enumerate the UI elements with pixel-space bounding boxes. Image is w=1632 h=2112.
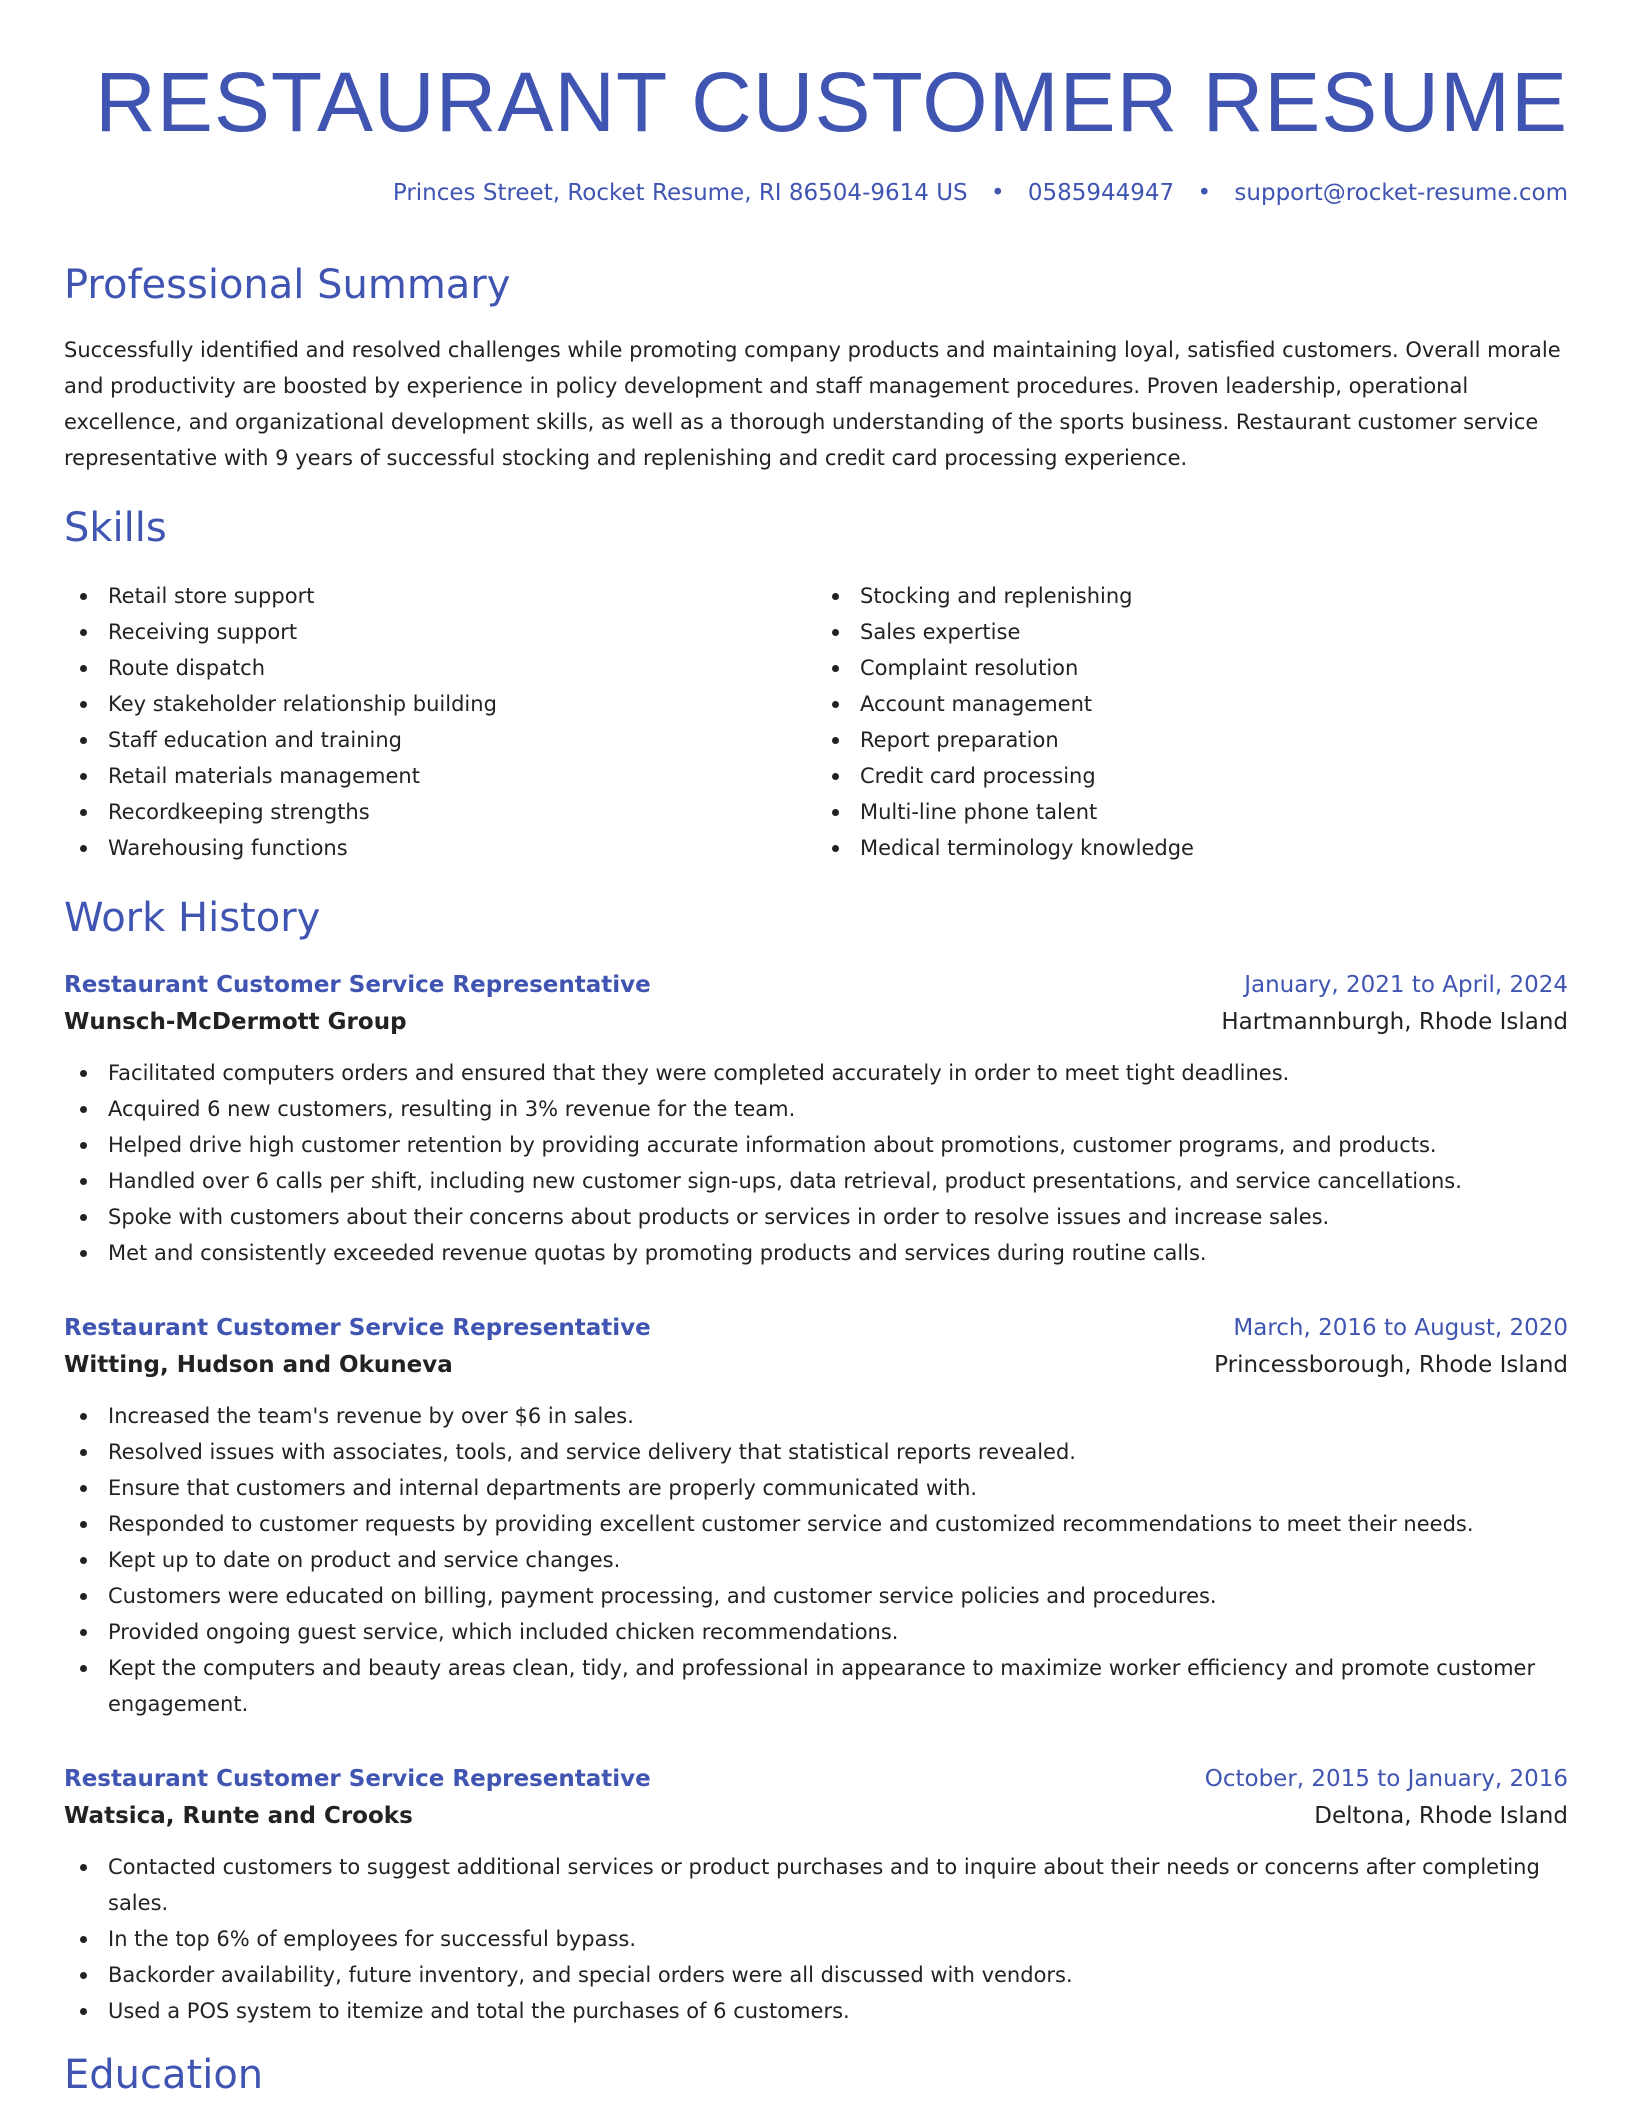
job-bullet: Customers were educated on billing, payment processing, and customer service policies and procedures. xyxy=(64,1578,1568,1614)
skill-item: Receiving support xyxy=(64,614,816,650)
contact-address: Princes Street, Rocket Resume, RI 86504-9614 US xyxy=(392,180,968,206)
job-subheader xyxy=(64,1797,1568,1835)
contact-separator: • xyxy=(1197,180,1212,206)
job-location: Deltona, Rhode Island xyxy=(1314,1803,1568,1829)
job-bullet: Provided ongoing guest service, which included chicken recommendations. xyxy=(64,1614,1568,1650)
job-bullet: Resolved issues with associates, tools, and service delivery that statistical reports revealed. xyxy=(64,1434,1568,1470)
job-bullet: Acquired 6 new customers, resulting in 3% revenue for the team. xyxy=(64,1091,1568,1127)
summary-text: Successfully identified and resolved challenges while promoting company products and maintaining loyal, satisfied customers. Overall morale and productivity are boosted by experience in policy development and staff management procedures. Proven leadership, operational excellence, and organizational development skills, as well as a thorough understanding of the sports business. Restaurant customer service representative with 9 years of successful stocking and replenishing and credit card processing experience. xyxy=(64,338,1561,470)
job-company: Watsica, Runte and Crooks xyxy=(64,1803,413,1829)
contact-separator: • xyxy=(990,180,1005,206)
skill-item: Retail store support xyxy=(64,578,816,614)
job-role: Restaurant Customer Service Representative xyxy=(64,972,651,998)
job-location: Princessborough, Rhode Island xyxy=(1214,1352,1568,1378)
job-dates: January, 2021 to April, 2024 xyxy=(1244,972,1568,998)
skills-column-right xyxy=(816,578,1568,866)
job-role: Restaurant Customer Service Representative xyxy=(64,1315,651,1341)
job-bullet: Kept up to date on product and service changes. xyxy=(64,1542,1568,1578)
skill-item: Account management xyxy=(816,686,1568,722)
job-bullet: Helped drive high customer retention by providing accurate information about promotions, customer programs, and products. xyxy=(64,1127,1568,1163)
skill-item: Key stakeholder relationship building xyxy=(64,686,816,722)
skill-item: Report preparation xyxy=(816,722,1568,758)
job-bullets xyxy=(64,1055,1568,1271)
job-role: Restaurant Customer Service Representative xyxy=(64,1766,651,1792)
job-bullet: Backorder availability, future inventory, and special orders were all discussed with vendors. xyxy=(64,1957,1568,1993)
skill-item: Stocking and replenishing xyxy=(816,578,1568,614)
job-bullet: Ensure that customers and internal departments are properly communicated with. xyxy=(64,1470,1568,1506)
job-bullet: Handled over 6 calls per shift, including new customer sign-ups, data retrieval, product presentations, and service cancellations. xyxy=(64,1163,1568,1199)
job-header xyxy=(64,967,1568,1003)
skill-item: Multi-line phone talent xyxy=(816,794,1568,830)
education-heading: Education xyxy=(64,2052,264,2098)
job-bullet: Responded to customer requests by providing excellent customer service and customized recommendations to meet their needs. xyxy=(64,1506,1568,1542)
summary-heading: Professional Summary xyxy=(64,262,511,308)
skill-item: Credit card processing xyxy=(816,758,1568,794)
job-bullets xyxy=(64,1398,1568,1722)
job-entry xyxy=(64,1310,1568,1722)
job-bullet: Spoke with customers about their concerns about products or services in order to resolve issues and increase sales. xyxy=(64,1199,1568,1235)
skill-item: Warehousing functions xyxy=(64,830,816,866)
skill-item: Complaint resolution xyxy=(816,650,1568,686)
job-entry xyxy=(64,967,1568,1271)
job-company: Witting, Hudson and Okuneva xyxy=(64,1352,453,1378)
job-bullet: Facilitated computers orders and ensured that they were completed accurately in order to meet tight deadlines. xyxy=(64,1055,1568,1091)
job-company: Wunsch-McDermott Group xyxy=(64,1009,407,1035)
job-subheader xyxy=(64,1003,1568,1041)
job-dates: March, 2016 to August, 2020 xyxy=(1233,1315,1568,1341)
job-header xyxy=(64,1310,1568,1346)
skill-item: Route dispatch xyxy=(64,650,816,686)
contact-email[interactable]: support@rocket-resume.com xyxy=(1234,180,1568,206)
skills-list xyxy=(64,578,1568,866)
job-subheader xyxy=(64,1346,1568,1384)
skill-item: Retail materials management xyxy=(64,758,816,794)
contact-phone: 0585944947 xyxy=(1027,180,1175,206)
skill-item: Recordkeeping strengths xyxy=(64,794,816,830)
skills-heading: Skills xyxy=(64,505,167,551)
skills-column-left xyxy=(64,578,816,866)
skill-item: Medical terminology knowledge xyxy=(816,830,1568,866)
skill-item: Sales expertise xyxy=(816,614,1568,650)
job-entry xyxy=(64,1761,1568,2029)
job-bullet: Increased the team's revenue by over $6 in sales. xyxy=(64,1398,1568,1434)
job-bullets xyxy=(64,1849,1568,2029)
job-bullet: Kept the computers and beauty areas clean, tidy, and professional in appearance to maximize worker efficiency and promote customer engagement. xyxy=(64,1650,1568,1722)
job-bullet: Used a POS system to itemize and total the purchases of 6 customers. xyxy=(64,1993,1568,2029)
skill-item: Staff education and training xyxy=(64,722,816,758)
job-header xyxy=(64,1761,1568,1797)
work-history-heading: Work History xyxy=(64,895,321,941)
job-bullet: Contacted customers to suggest additional services or product purchases and to inquire about their needs or concerns after completing sales. xyxy=(64,1849,1568,1921)
job-bullet: In the top 6% of employees for successful bypass. xyxy=(64,1921,1568,1957)
contact-line xyxy=(393,180,1568,206)
job-bullet: Met and consistently exceeded revenue quotas by promoting products and services during routine calls. xyxy=(64,1235,1568,1271)
job-location: Hartmannburgh, Rhode Island xyxy=(1221,1009,1568,1035)
job-dates: October, 2015 to January, 2016 xyxy=(1204,1766,1568,1792)
resume-title: RESTAURANT CUSTOMER RESUME xyxy=(95,55,1568,149)
